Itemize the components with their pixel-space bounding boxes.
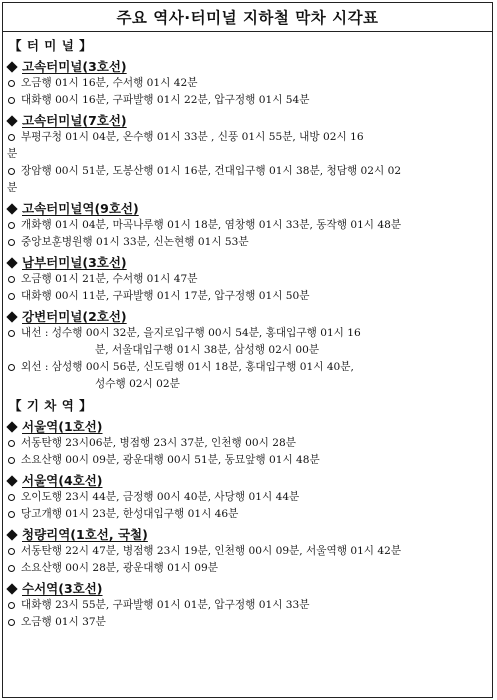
schedule-row	[7, 234, 488, 251]
circle-bullet-icon	[8, 134, 15, 141]
diamond-bullet-icon	[6, 583, 17, 594]
schedule-row	[7, 452, 488, 469]
section-gangbyeon-line2	[7, 309, 488, 393]
circle-bullet-icon	[8, 80, 15, 87]
schedule-text: 대화행 23시 55분, 구파발행 01시 01분, 압구정행 01시 33분	[21, 599, 310, 611]
schedule-row	[7, 560, 488, 577]
circle-bullet-icon	[8, 457, 15, 464]
schedule-list	[7, 217, 488, 251]
category-train: 【 기 차 역 】	[9, 398, 93, 413]
section-heading	[7, 255, 488, 271]
circle-bullet-icon	[8, 364, 15, 371]
diamond-bullet-icon	[6, 115, 17, 126]
circle-bullet-icon	[8, 330, 15, 337]
schedule-text: 소요산행 00시 09분, 광운대행 00시 51분, 동묘앞행 01시 48분	[21, 454, 320, 466]
station-name: 서울역(4호선)	[22, 473, 103, 488]
circle-bullet-icon	[8, 511, 15, 518]
schedule-text: 오금행 01시 21분, 수서행 01시 47분	[21, 273, 198, 285]
schedule-list	[7, 489, 488, 523]
section-nambu-line3	[7, 255, 488, 305]
section-heading	[7, 309, 488, 325]
schedule-list	[7, 75, 488, 109]
schedule-text-continued: 성수행 02시 02분	[95, 378, 180, 390]
circle-bullet-icon	[8, 97, 15, 104]
station-name: 청량리역(1호선, 국철)	[22, 527, 148, 542]
circle-bullet-icon	[8, 222, 15, 229]
section-heading	[7, 59, 488, 75]
schedule-row	[7, 288, 488, 305]
schedule-list	[7, 597, 488, 631]
schedule-text-continued: 분	[7, 148, 18, 160]
schedule-list	[7, 129, 488, 197]
schedule-row	[7, 271, 488, 288]
page-title: 주요 역사·터미널 지하철 막차 시각표	[2, 2, 493, 32]
station-name: 고속터미널역(9호선)	[22, 201, 139, 216]
category-terminal: 【 터 미 널 】	[9, 38, 93, 53]
schedule-row	[7, 489, 488, 506]
schedule-text-continued: 분	[7, 182, 18, 194]
station-name: 고속터미널(7호선)	[22, 113, 127, 128]
schedule-list	[7, 435, 488, 469]
section-express-line3	[7, 59, 488, 109]
diamond-bullet-icon	[6, 203, 17, 214]
schedule-list	[7, 543, 488, 577]
schedule-text: 대화행 00시 16분, 구파발행 01시 22분, 압구정행 01시 54분	[21, 94, 310, 106]
section-suseo-line3	[7, 581, 488, 631]
schedule-text: 외선 : 삼성행 00시 56분, 신도림행 01시 18분, 홍대입구행 01시 40분,	[21, 361, 354, 373]
schedule-row	[7, 75, 488, 92]
diamond-bullet-icon	[6, 61, 17, 72]
circle-bullet-icon	[8, 276, 15, 283]
circle-bullet-icon	[8, 619, 15, 626]
schedule-row	[7, 92, 488, 109]
schedule-row	[7, 359, 488, 393]
section-heading	[7, 113, 488, 129]
schedule-row	[7, 129, 488, 163]
schedule-text: 서동탄행 22시 47분, 병점행 23시 19분, 인천행 00시 09분, 서울역행 01시 42분	[21, 545, 402, 557]
schedule-row	[7, 325, 488, 359]
schedule-text: 당고개행 01시 23분, 한성대입구행 01시 46분	[21, 508, 239, 520]
schedule-row	[7, 435, 488, 452]
timetable-body	[2, 32, 493, 698]
schedule-row	[7, 163, 488, 197]
section-express-line9	[7, 201, 488, 251]
schedule-list	[7, 271, 488, 305]
schedule-text: 오금행 01시 37분	[21, 616, 106, 628]
section-seoul-line1	[7, 419, 488, 469]
diamond-bullet-icon	[6, 529, 17, 540]
schedule-row	[7, 614, 488, 631]
schedule-row	[7, 543, 488, 560]
schedule-row	[7, 506, 488, 523]
circle-bullet-icon	[8, 548, 15, 555]
diamond-bullet-icon	[6, 311, 17, 322]
circle-bullet-icon	[8, 565, 15, 572]
circle-bullet-icon	[8, 602, 15, 609]
schedule-text-continued: 분, 서울대입구행 01시 38분, 삼성행 02시 00분	[95, 344, 320, 356]
schedule-text: 서동탄행 23시06분, 병점행 23시 37분, 인천행 00시 28분	[21, 437, 296, 449]
schedule-text: 대화행 00시 11분, 구파발행 01시 17분, 압구정행 01시 50분	[21, 290, 310, 302]
circle-bullet-icon	[8, 239, 15, 246]
section-heading	[7, 581, 488, 597]
station-name: 강변터미널(2호선)	[22, 309, 127, 324]
circle-bullet-icon	[8, 494, 15, 501]
section-heading	[7, 473, 488, 489]
schedule-text: 소요산행 00시 28분, 광운대행 01시 09분	[21, 562, 218, 574]
station-name: 남부터미널(3호선)	[22, 255, 127, 270]
schedule-text: 장암행 00시 51분, 도봉산행 01시 16분, 건대입구행 01시 38분, 청담행 02시 02	[21, 165, 402, 177]
diamond-bullet-icon	[6, 421, 17, 432]
section-seoul-line4	[7, 473, 488, 523]
section-heading	[7, 527, 488, 543]
station-name: 서울역(1호선)	[22, 419, 103, 434]
schedule-text: 중앙보훈병원행 01시 33분, 신논현행 01시 53분	[21, 236, 249, 248]
circle-bullet-icon	[8, 293, 15, 300]
station-name: 수서역(3호선)	[22, 581, 103, 596]
circle-bullet-icon	[8, 440, 15, 447]
schedule-text: 개화행 01시 04분, 마곡나루행 01시 18분, 염창행 01시 33분, 동작행 01시 48분	[21, 219, 402, 231]
schedule-row	[7, 217, 488, 234]
schedule-text: 내선 : 성수행 00시 32분, 을지로입구행 00시 54분, 홍대입구행 01시 16	[21, 327, 361, 339]
schedule-text: 오이도행 23시 44분, 금정행 00시 40분, 사당행 01시 44분	[21, 491, 300, 503]
schedule-text: 오금행 01시 16분, 수서행 01시 42분	[21, 77, 198, 89]
circle-bullet-icon	[8, 168, 15, 175]
section-heading	[7, 419, 488, 435]
schedule-row	[7, 597, 488, 614]
section-express-line7	[7, 113, 488, 197]
diamond-bullet-icon	[6, 475, 17, 486]
section-heading	[7, 201, 488, 217]
diamond-bullet-icon	[6, 257, 17, 268]
section-cheongnyangni	[7, 527, 488, 577]
schedule-list	[7, 325, 488, 393]
station-name: 고속터미널(3호선)	[22, 59, 127, 74]
schedule-text: 부평구청 01시 04분, 온수행 01시 33분 , 신풍 01시 55분, 내방 02시 16	[21, 131, 364, 143]
